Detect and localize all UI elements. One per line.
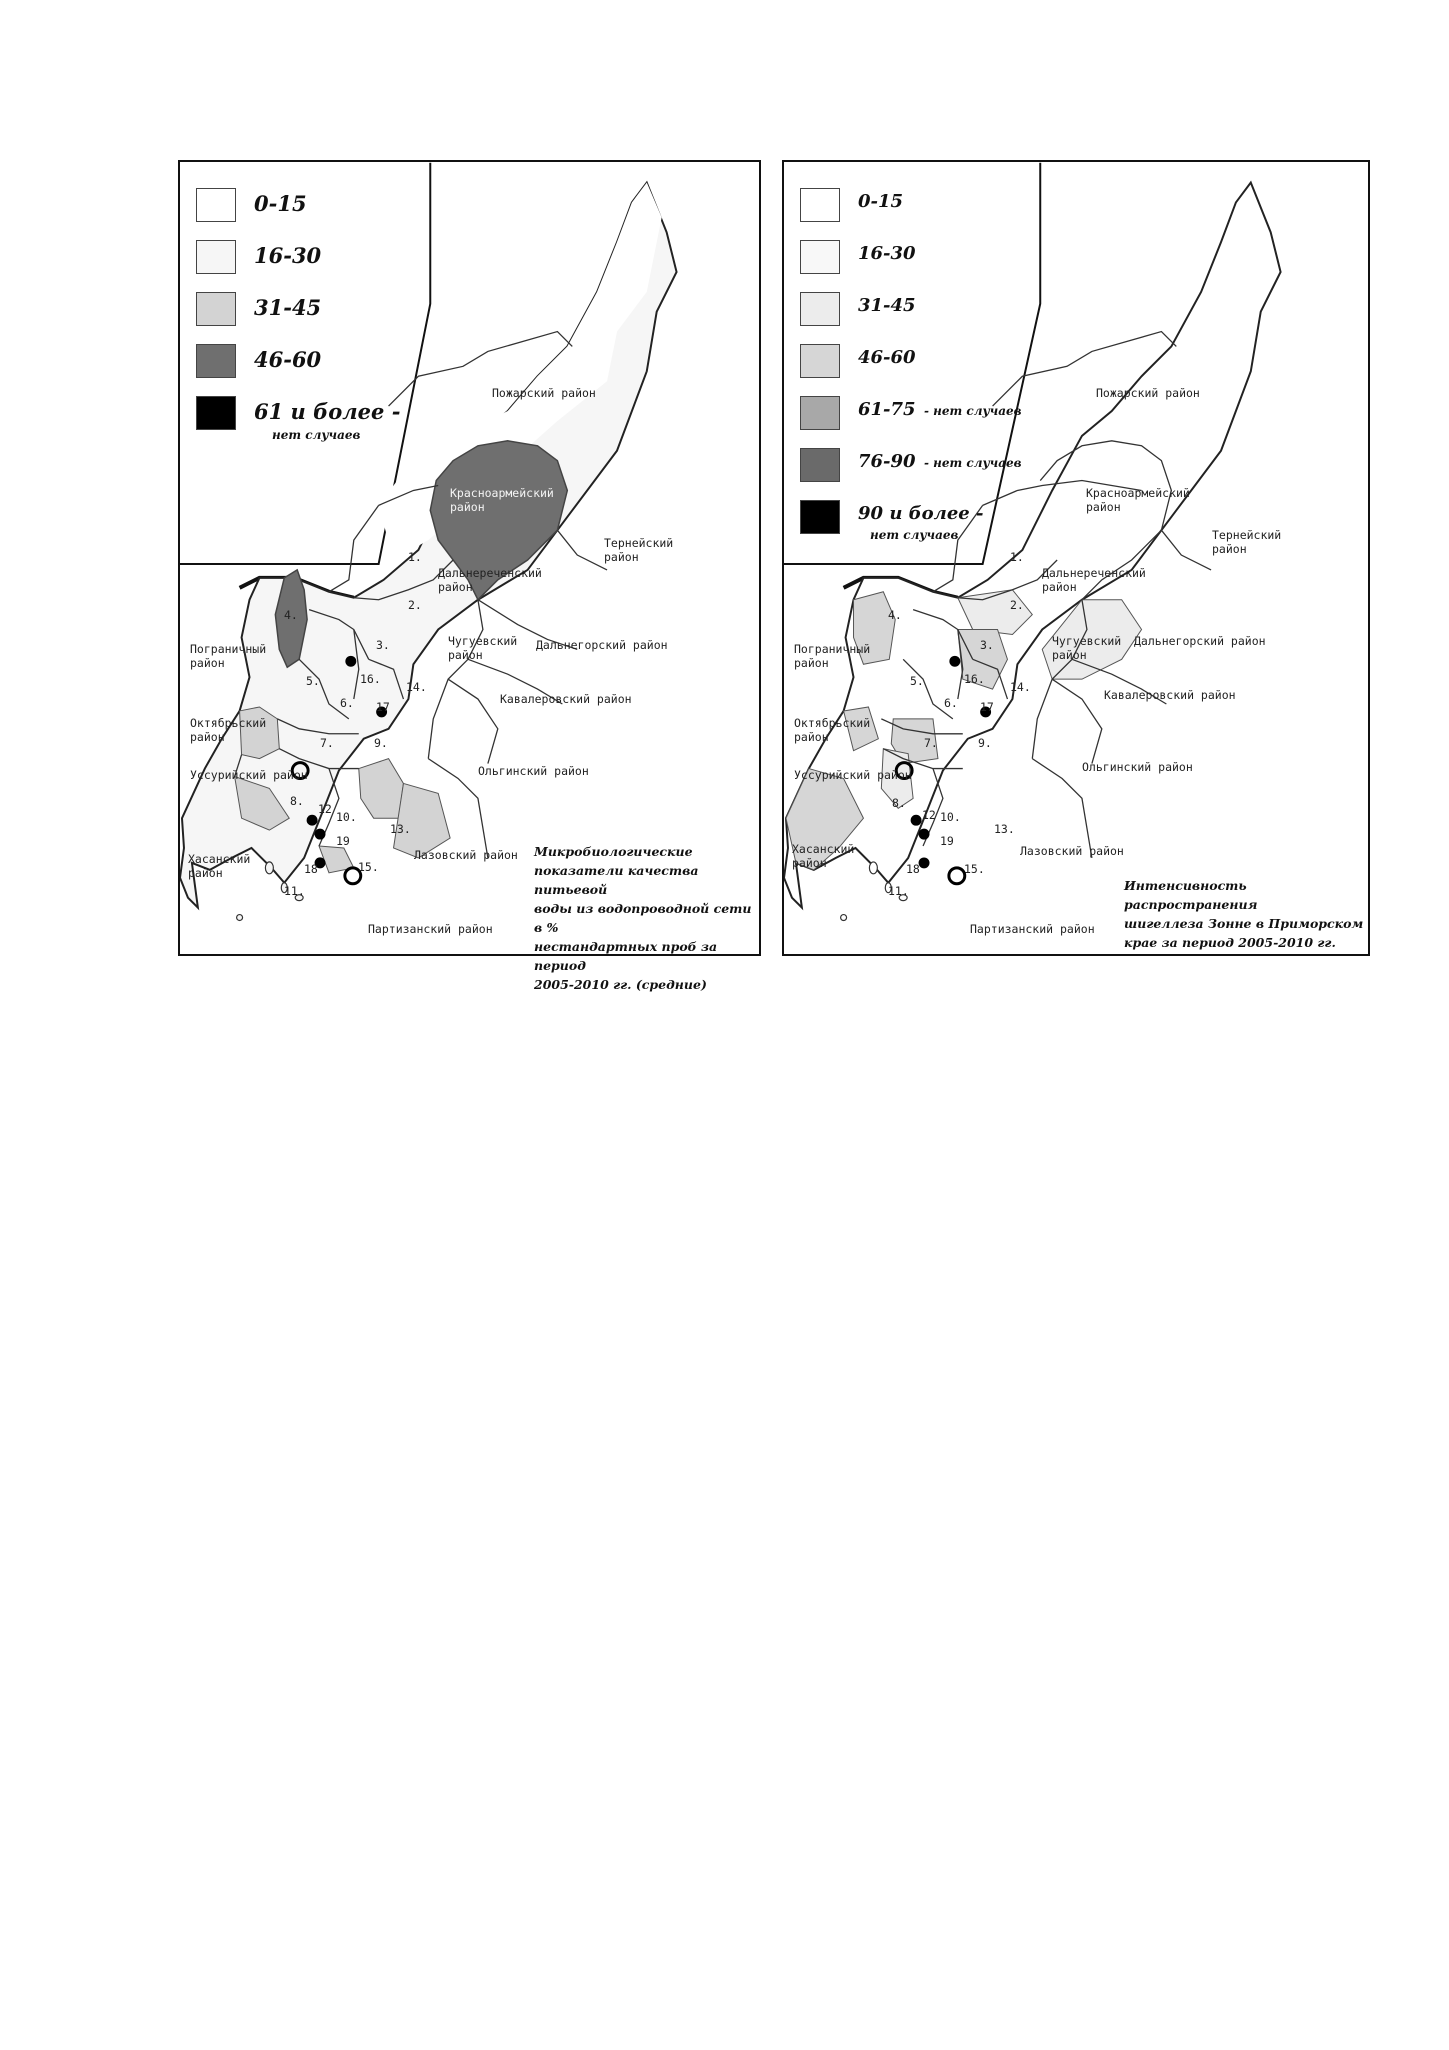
district-number: 15.: [358, 860, 379, 874]
district-number: 2.: [408, 598, 422, 612]
district-label: Дальнегорский район: [1134, 634, 1266, 648]
district-number: 9.: [374, 736, 388, 750]
caption-line: Интенсивность распространения: [1124, 878, 1258, 912]
caption-line: шигеллеза Зонне в Приморском: [1124, 916, 1364, 931]
legend-note: нет случаев: [272, 428, 361, 442]
legend-label: 16-30: [254, 243, 322, 268]
district-number: 14.: [1010, 680, 1031, 694]
legend-note: - нет случаев: [924, 456, 1022, 470]
legend-label: 46-60: [254, 347, 322, 372]
district-label: Красноармейский район: [1086, 486, 1190, 514]
district-label: Дальнереченский район: [1042, 566, 1146, 594]
district-label: Уссурийский район: [190, 768, 308, 782]
legend-swatch: [196, 396, 236, 430]
district-number: 2.: [1010, 598, 1024, 612]
district-label: Партизанский район: [970, 922, 1095, 936]
district-number: 14.: [406, 680, 427, 694]
district-number: 18: [906, 862, 920, 876]
city-marker: [949, 656, 960, 667]
legend-swatch: [800, 188, 840, 222]
legend-label: 31-45: [858, 295, 916, 316]
district-label: Красноармейский район: [450, 486, 554, 514]
district-number: 8.: [290, 794, 304, 808]
legend-label: 61 и более -: [254, 399, 401, 424]
district-label: Партизанский район: [368, 922, 493, 936]
district-label: Тернейский район: [1212, 528, 1282, 556]
map-caption: [534, 842, 759, 994]
city-marker: [919, 829, 930, 840]
district-label: Кавалеровский район: [1104, 688, 1236, 702]
district-number: 6.: [340, 696, 354, 710]
caption-line: показатели качества питьевой: [534, 863, 699, 897]
legend-swatch: [196, 292, 236, 326]
legend-swatch: [800, 240, 840, 274]
district-label: Ольгинский район: [1082, 760, 1193, 774]
city-marker: [919, 857, 930, 868]
district-number: 10.: [336, 810, 357, 824]
map-panel-water-quality: [178, 160, 761, 992]
district-number: 5.: [306, 674, 320, 688]
legend-label: 0-15: [254, 191, 307, 216]
district-number: 17: [980, 700, 994, 714]
legend-swatch: [800, 292, 840, 326]
city-marker: [345, 656, 356, 667]
legend-swatch: [800, 500, 840, 534]
city-marker: [315, 829, 326, 840]
district-number: 19: [336, 834, 350, 848]
district-label: Пожарский район: [492, 386, 596, 400]
district-number: 12: [318, 802, 332, 816]
legend-label: 61-75: [858, 399, 916, 420]
legend-label: 16-30: [858, 243, 916, 264]
district-label: Тернейский район: [604, 536, 674, 564]
district-number: 1.: [408, 550, 422, 564]
legend-swatch: [800, 396, 840, 430]
district-label: Дальнереченский район: [438, 566, 542, 594]
district-number: 8.: [892, 796, 906, 810]
district-number: 5.: [910, 674, 924, 688]
district-label: Чугуевский район: [448, 634, 518, 662]
legend-label: 46-60: [858, 347, 916, 368]
caption-line: Микробиологические: [534, 844, 693, 859]
legend-label: 90 и более -: [858, 503, 984, 524]
district-number: 15.: [964, 862, 985, 876]
district-label: Дальнегорский район: [536, 638, 668, 652]
district-label: Пожарский район: [1096, 386, 1200, 400]
district-number: 16.: [360, 672, 381, 686]
district-number: 4.: [284, 608, 298, 622]
district-number: 9.: [978, 736, 992, 750]
district-number: 12: [922, 808, 936, 822]
legend-swatch: [196, 188, 236, 222]
district-number: 11.: [888, 884, 909, 898]
district-number: 3.: [376, 638, 390, 652]
city-marker: [949, 868, 965, 884]
legend-label: 31-45: [254, 295, 322, 320]
district-label: Лазовский район: [1020, 844, 1124, 858]
legend-note: - нет случаев: [924, 404, 1022, 418]
caption-line: воды из водопроводной сети в %: [534, 901, 752, 935]
district-number: 7.: [924, 736, 938, 750]
district-number: 6.: [944, 696, 958, 710]
legend-swatch: [800, 344, 840, 378]
district-label: Хасанский район: [792, 842, 855, 870]
district-number: 13.: [390, 822, 411, 836]
legend-note: нет случаев: [870, 528, 959, 542]
legend-label: 0-15: [858, 191, 904, 212]
district-number: 11.: [284, 884, 305, 898]
legend-label: 76-90: [858, 451, 916, 472]
district-number: 10.: [940, 810, 961, 824]
caption-line: нестандартных проб за период: [534, 939, 718, 973]
district-label: Хасанский район: [188, 852, 251, 880]
district-number: 19: [940, 834, 954, 848]
city-marker: [307, 815, 318, 826]
district-number: 13.: [994, 822, 1015, 836]
legend-swatch: [196, 344, 236, 378]
district-number: 17: [376, 700, 390, 714]
district-label: Октябрьский район: [794, 716, 871, 744]
district-number: 4.: [888, 608, 902, 622]
legend-swatch: [196, 240, 236, 274]
district-label: Лазовский район: [414, 848, 518, 862]
district-label: Уссурийский район: [794, 768, 912, 782]
district-label: Пограничный район: [794, 642, 871, 670]
district-label: Ольгинский район: [478, 764, 589, 778]
caption-line: 2005-2010 гг. (средние): [534, 977, 707, 992]
district-number: 18: [304, 862, 318, 876]
district-label: Пограничный район: [190, 642, 267, 670]
map-panel-shigellosis: [782, 160, 1370, 956]
map-caption: [1124, 876, 1368, 952]
district-label: Октябрьский район: [190, 716, 267, 744]
primorye-map-shigellosis: [784, 162, 1368, 954]
district-label: Кавалеровский район: [500, 692, 632, 706]
district-number: 7.: [320, 736, 334, 750]
city-marker: [911, 815, 922, 826]
caption-line: крае за период 2005-2010 гг.: [1124, 935, 1336, 950]
district-number: 1.: [1010, 550, 1024, 564]
legend-swatch: [800, 448, 840, 482]
region-outline: [784, 183, 1281, 908]
district-number: 3.: [980, 638, 994, 652]
district-label: Чугуевский район: [1052, 634, 1122, 662]
district-number: 16.: [964, 672, 985, 686]
